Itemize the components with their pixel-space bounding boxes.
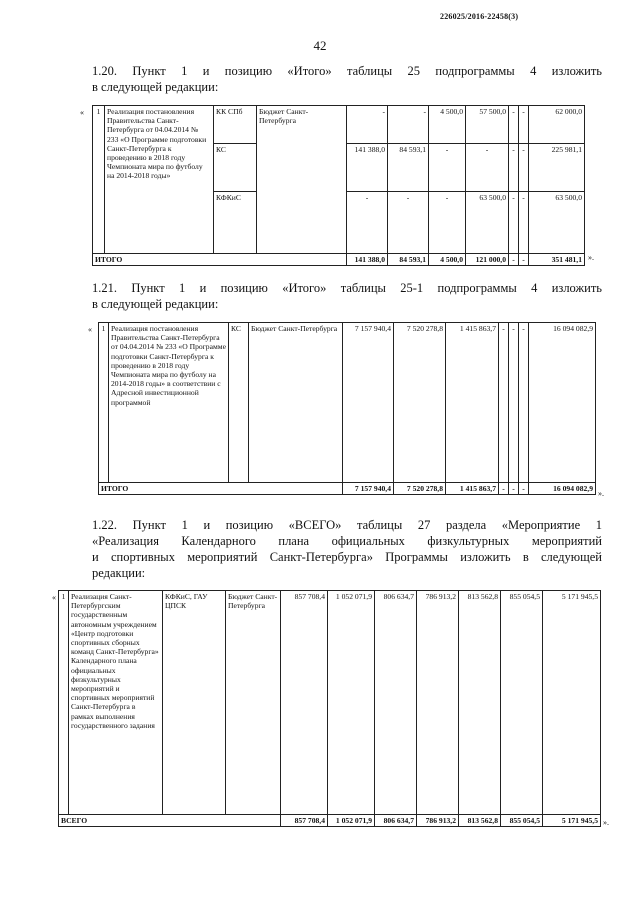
executor: КФКиС: [214, 192, 257, 254]
executor: КС: [229, 323, 249, 483]
total-cell: 225 981,1: [529, 144, 585, 192]
total-label: ИТОГО: [99, 483, 343, 495]
table-25-1: [98, 322, 596, 495]
value-cell: -: [519, 144, 529, 192]
paragraph-line: редакции:: [92, 566, 146, 580]
value-cell: 121 000,0: [466, 254, 509, 266]
paragraph-1-22: [92, 517, 602, 581]
value-cell: 857 708,4: [281, 591, 328, 815]
paragraph-line: 1.22. Пункт 1 и позицию «ВСЕГО» таблицы 27 раздела «Мероприятие 1: [92, 518, 602, 532]
quote-open-mark: «: [80, 108, 84, 117]
value-cell: 4 500,0: [429, 106, 466, 144]
paragraph-line: 1.21. Пункт 1 и позицию «Итого» таблицы 25-1 подпрограммы 4 изложить: [92, 281, 602, 295]
value-cell: 1 415 863,7: [446, 483, 499, 495]
value-cell: 57 500,0: [466, 106, 509, 144]
table-25: [92, 105, 585, 266]
value-cell: -: [519, 323, 529, 483]
total-cell: 5 171 945,5: [543, 815, 601, 827]
executor: КС: [214, 144, 257, 192]
value-cell: -: [429, 192, 466, 254]
quote-close-mark: ».: [598, 489, 604, 498]
funding-source: Бюджет Санкт-Петербурга: [257, 106, 347, 254]
value-cell: 1 052 071,9: [328, 815, 375, 827]
table-row: [99, 323, 596, 483]
total-row: [93, 254, 585, 266]
paragraph-1-20: [92, 63, 602, 95]
total-label: ВСЕГО: [59, 815, 281, 827]
value-cell: 4 500,0: [429, 254, 466, 266]
table-27: [58, 590, 601, 827]
value-cell: -: [509, 483, 519, 495]
value-cell: 7 157 940,4: [343, 483, 394, 495]
value-cell: 806 634,7: [375, 591, 417, 815]
event-name: Реализация постановления Правительства Санкт-Петербурга от 04.04.2014 № 233 «О Программе подготовки Санкт-Петербурга к проведению в 2018 году Чемпионата мира по футболу на 2014-2018 годы» в соответствии с Адресной инвестиционной программой: [109, 323, 229, 483]
value-cell: -: [509, 192, 519, 254]
value-cell: -: [347, 106, 388, 144]
value-cell: 7 157 940,4: [343, 323, 394, 483]
total-cell: 351 481,1: [529, 254, 585, 266]
total-cell: 16 094 082,9: [529, 323, 596, 483]
funding-source: Бюджет Санкт-Петербурга: [226, 591, 281, 815]
value-cell: -: [519, 192, 529, 254]
value-cell: -: [519, 106, 529, 144]
value-cell: 813 562,8: [459, 815, 501, 827]
total-cell: 63 500,0: [529, 192, 585, 254]
paragraph-line: в следующей редакции:: [92, 80, 219, 94]
value-cell: 806 634,7: [375, 815, 417, 827]
value-cell: -: [519, 254, 529, 266]
total-row: [59, 815, 601, 827]
quote-open-mark: «: [88, 325, 92, 334]
value-cell: -: [499, 483, 509, 495]
paragraph-line: и спортивных мероприятий Санкт-Петербурга» Программы изложить в следующей: [92, 550, 602, 564]
value-cell: 7 520 278,8: [394, 483, 446, 495]
value-cell: -: [466, 144, 509, 192]
value-cell: -: [429, 144, 466, 192]
paragraph-line: 1.20. Пункт 1 и позицию «Итого» таблицы 25 подпрограммы 4 изложить: [92, 64, 602, 78]
total-cell: 5 171 945,5: [543, 591, 601, 815]
total-label: ИТОГО: [93, 254, 347, 266]
paragraph-line: в следующей редакции:: [92, 297, 219, 311]
value-cell: 7 520 278,8: [394, 323, 446, 483]
value-cell: 84 593,1: [388, 144, 429, 192]
row-number: 1: [93, 106, 105, 254]
value-cell: -: [509, 144, 519, 192]
value-cell: -: [509, 254, 519, 266]
row-number: 1: [99, 323, 109, 483]
event-name: Реализация постановления Правительства Санкт-Петербурга от 04.04.2014 № 233 «О Программе подготовки Санкт-Петербурга к проведению в 2018 году Чемпионата мира по футболу на 2014-2018 годы»: [105, 106, 214, 254]
value-cell: -: [509, 106, 519, 144]
value-cell: -: [499, 323, 509, 483]
value-cell: 855 054,5: [501, 591, 543, 815]
value-cell: -: [519, 483, 529, 495]
value-cell: 857 708,4: [281, 815, 328, 827]
value-cell: -: [388, 106, 429, 144]
quote-close-mark: ».: [588, 253, 594, 262]
total-cell: 62 000,0: [529, 106, 585, 144]
value-cell: 84 593,1: [388, 254, 429, 266]
value-cell: -: [347, 192, 388, 254]
value-cell: 141 388,0: [347, 144, 388, 192]
table-row: [93, 106, 585, 144]
executor: КФКиС, ГАУ ЦПСК: [163, 591, 226, 815]
row-number: 1: [59, 591, 69, 815]
value-cell: -: [509, 323, 519, 483]
quote-close-mark: ».: [603, 818, 609, 827]
paragraph-1-21: [92, 280, 602, 312]
executor: КК СПб: [214, 106, 257, 144]
page-number: 42: [313, 38, 327, 53]
value-cell: 1 415 863,7: [446, 323, 499, 483]
value-cell: 786 913,2: [417, 815, 459, 827]
value-cell: 63 500,0: [466, 192, 509, 254]
value-cell: 813 562,8: [459, 591, 501, 815]
value-cell: 1 052 071,9: [328, 591, 375, 815]
value-cell: 855 054,5: [501, 815, 543, 827]
table-row: [59, 591, 601, 815]
total-cell: 16 094 082,9: [529, 483, 596, 495]
paragraph-line: «Реализация Календарного плана официальных физкультурных мероприятий: [92, 534, 602, 548]
value-cell: 786 913,2: [417, 591, 459, 815]
value-cell: 141 388,0: [347, 254, 388, 266]
event-name: Реализация Санкт-Петербургским государственным автономным учреждением «Центр подготовки спортивных сборных команд Санкт-Петербурга» Календарного плана официальных физкультурных мероприятий и спортивных мероприятий Санкт-Петербурга в рамках выполнения государственного задания: [69, 591, 163, 815]
total-row: [99, 483, 596, 495]
quote-open-mark: «: [52, 593, 56, 602]
document-number: 226025/2016-22458(3): [440, 12, 519, 21]
funding-source: Бюджет Санкт-Петербурга: [249, 323, 343, 483]
value-cell: -: [388, 192, 429, 254]
